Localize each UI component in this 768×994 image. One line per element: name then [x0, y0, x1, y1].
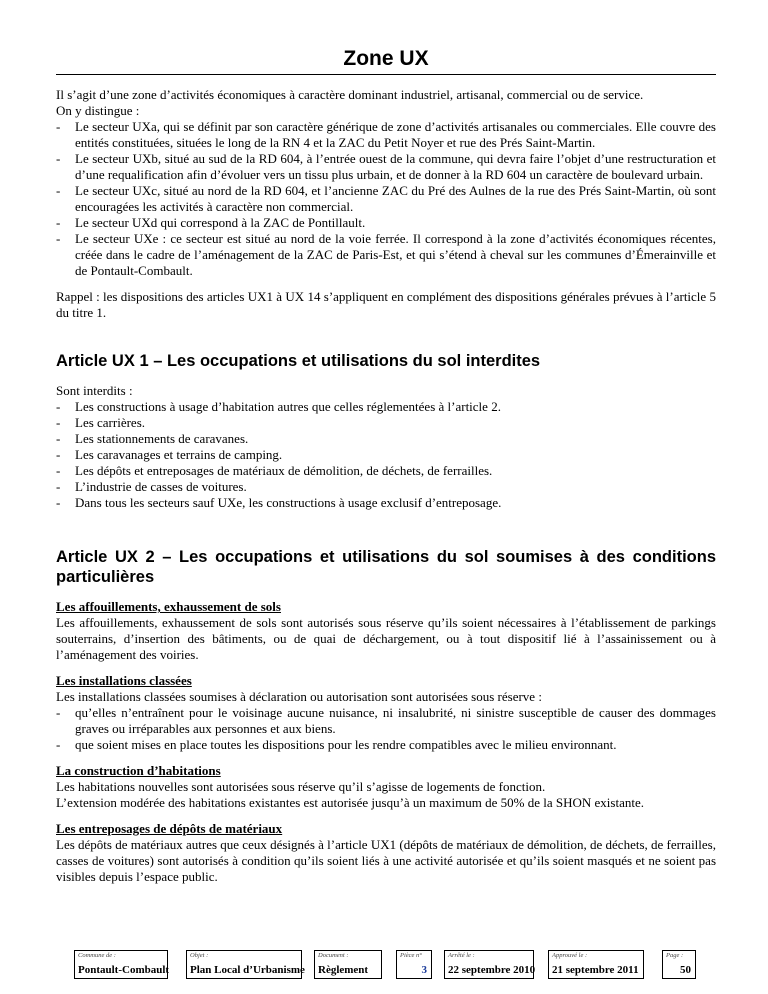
- footer-objet-label: Objet :: [190, 952, 209, 959]
- list-item: - Les dépôts et entreposages de matériaux de démolition, de déchets, de ferrailles.: [56, 463, 716, 479]
- page-title: Zone UX: [343, 47, 429, 70]
- footer-document-value: Règlement: [318, 964, 369, 976]
- section-entreposages-text: Les dépôts de matériaux autres que ceux désignés à l’article UX1 (dépôts de matériaux de démolition, de déchets, de ferrailles, casses de voitures) sont autorisés à condition qu’ils soient liés à une activité autorisée et qu’ils soient masqués et ne soient pas visibles depuis l’espace public.: [56, 837, 716, 884]
- section-affouillements-title: Les affouillements, exhaussement de sols: [56, 599, 281, 614]
- section-affouillements-text: Les affouillements, exhaussement de sols sont autorisés sous réserve qu’ils soient nécessaires à l’établissement de parkings souterrains, d’insertion des bâtiments, ou de quai de déchargement, ou à tout dispositif lié à l’assainissement ou à l’aménagement des voiries.: [56, 615, 716, 662]
- intro-lead: On y distingue :: [56, 103, 140, 118]
- footer-document-label: Document :: [318, 952, 349, 959]
- intro-paragraph: Il s’agit d’une zone d’activités économiques à caractère dominant industriel, artisanal, commercial ou de service.: [56, 87, 644, 102]
- footer-piece-label: Pièce n°: [400, 952, 422, 959]
- list-item: - Les carrières.: [56, 415, 716, 431]
- footer-approuve: [548, 950, 644, 979]
- rappel-paragraph: Rappel : les dispositions des articles UX1 à UX 14 s’appliquent en complément des dispositions générales prévues à l’article 5 du titre 1.: [56, 289, 716, 320]
- list-item: - Le secteur UXd qui correspond à la ZAC de Pontillault.: [56, 215, 716, 231]
- document-page: [56, 44, 716, 885]
- list-item: - Le secteur UXb, situé au sud de la RD 604, à l’entrée ouest de la commune, qui devra faire l’objet d’une restructuration et d’une requalification afin d’évoluer vers un tissu plus urbain, et de donner à la RD 604 un caractère de boulevard urbain.: [56, 151, 716, 183]
- footer-commune: [74, 950, 168, 979]
- footer-objet-value: Plan Local d’Urbanisme: [190, 964, 305, 976]
- page-footer: [0, 950, 768, 984]
- section-installations-title: Les installations classées: [56, 673, 192, 688]
- footer-commune-label: Commune de :: [78, 952, 116, 959]
- list-item: - Les stationnements de caravanes.: [56, 431, 716, 447]
- list-item: - qu’elles n’entraînent pour le voisinage aucune nuisance, ni insalubrité, ni sinistre susceptible de causer des dommages graves ou irréparables aux personnes et aux biens.: [56, 705, 716, 737]
- list-item: - que soient mises en place toutes les dispositions pour les rendre compatibles avec le milieu environnant.: [56, 737, 716, 753]
- title-rule: [56, 74, 716, 75]
- section-entreposages-title: Les entreposages de dépôts de matériaux: [56, 821, 283, 836]
- section-habitations-line-2: L’extension modérée des habitations existantes est autorisée jusqu’à un maximum de 50% de la SHON existante.: [56, 795, 644, 810]
- footer-piece: [396, 950, 432, 979]
- list-item: - Les constructions à usage d’habitation autres que celles réglementées à l’article 2.: [56, 399, 716, 415]
- footer-approuve-label: Approuvé le :: [552, 952, 588, 959]
- prohibited-list: [56, 399, 716, 511]
- footer-page-label: Page :: [666, 952, 684, 959]
- section-habitations-title: La construction d’habitations: [56, 763, 221, 778]
- footer-approuve-value: 21 septembre 2011: [552, 964, 639, 976]
- installations-conditions-list: [56, 705, 716, 753]
- footer-arrete: [444, 950, 534, 979]
- section-habitations-line-1: Les habitations nouvelles sont autorisées sous réserve qu’il s’agisse de logements de fonction.: [56, 779, 546, 794]
- footer-arrete-value: 22 septembre 2010: [448, 964, 536, 976]
- list-item: - Le secteur UXa, qui se définit par son caractère générique de zone d’activités artisanales ou commerciales. Elle couvre des entités constituées, situées le long de la RN 4 et la ZAC du Petit Noyer et rue des Prés Saint-Martin.: [56, 119, 716, 151]
- sector-list: [56, 119, 716, 279]
- article-2-heading: Article UX 2 – Les occupations et utilisations du sol soumises à des conditions particulières: [56, 548, 716, 586]
- list-item: - Dans tous les secteurs sauf UXe, les constructions à usage exclusif d’entreposage.: [56, 495, 716, 511]
- article-1-heading: Article UX 1 – Les occupations et utilisations du sol interdites: [56, 352, 541, 370]
- footer-page: [662, 950, 696, 979]
- footer-arrete-label: Arrêté le :: [448, 952, 475, 959]
- footer-objet: [186, 950, 305, 979]
- list-item: - L’industrie de casses de voitures.: [56, 479, 716, 495]
- article-1-lead: Sont interdits :: [56, 383, 133, 398]
- footer-piece-value: 3: [421, 964, 427, 976]
- footer-commune-value: Pontault-Combault: [78, 964, 170, 976]
- section-installations-text: Les installations classées soumises à déclaration ou autorisation sont autorisées sous réserve :: [56, 689, 542, 704]
- footer-document: [314, 950, 382, 979]
- footer-page-number: 50: [680, 964, 691, 976]
- list-item: - Les caravanages et terrains de camping.: [56, 447, 716, 463]
- list-item: - Le secteur UXc, situé au nord de la RD 604, et l’ancienne ZAC du Pré des Aulnes de la rue des Prés Saint-Martin, où sont encouragées les activités à caractère non commercial.: [56, 183, 716, 215]
- list-item: - Le secteur UXe : ce secteur est situé au nord de la voie ferrée. Il correspond à la zone d’activités économiques récentes, créée dans le cadre de l’aménagement de la ZAC de Paris-Est, et qui s’étend à cheval sur les communes d’Émerainville et de Pontault-Combault.: [56, 231, 716, 279]
